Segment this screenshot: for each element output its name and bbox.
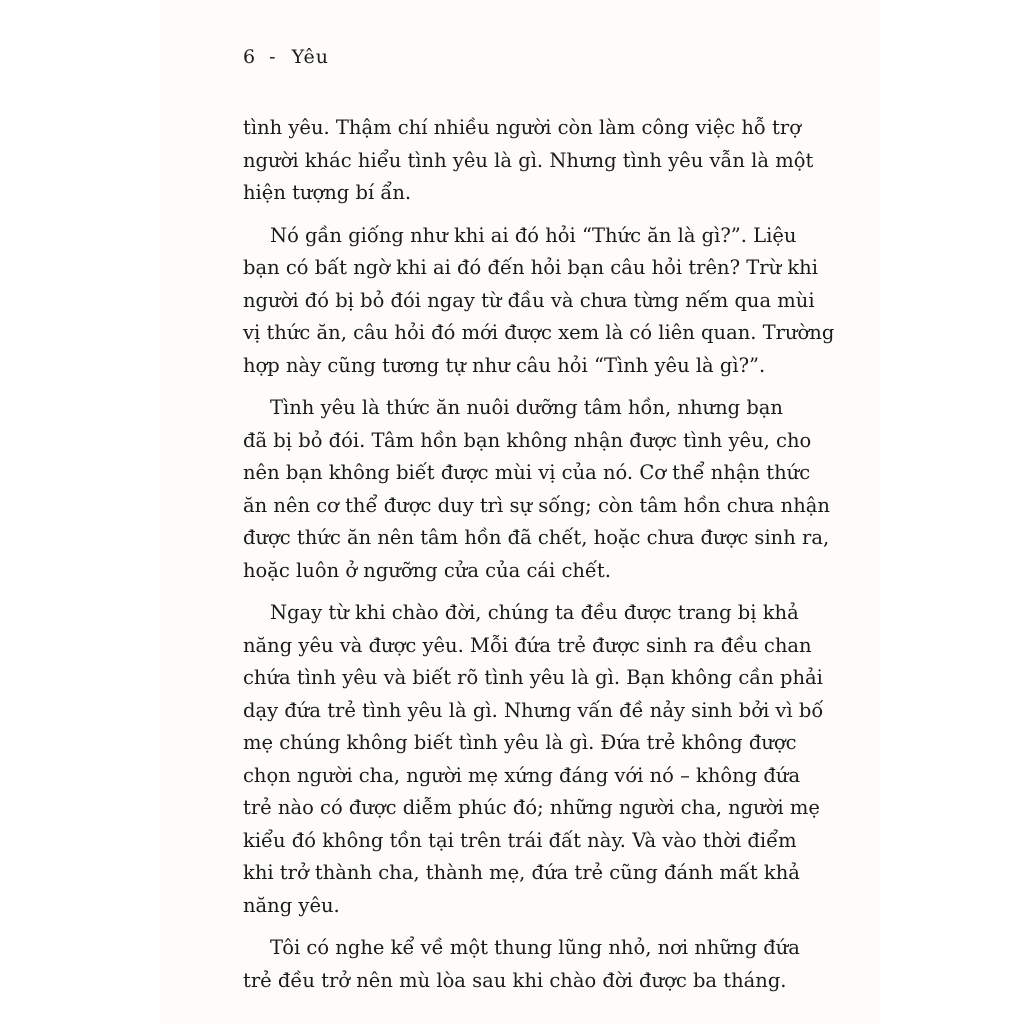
text-line: vị thức ăn, câu hỏi đó mới được xem là có liên quan. Trường	[243, 321, 835, 344]
text-line: năng yêu và được yêu. Mỗi đứa trẻ được sinh ra đều chan	[243, 633, 812, 657]
paragraph	[243, 220, 835, 383]
book-page	[160, 0, 880, 1024]
text-line: chọn người cha, người mẹ xứng đáng với nó – không đứa	[243, 763, 801, 787]
text-line: Ngay từ khi chào đời, chúng ta đều được trang bị khả	[270, 601, 799, 624]
text-line: hoặc luôn ở ngưỡng cửa của cái chết.	[243, 558, 611, 582]
text-line: kiểu đó không tồn tại trên trái đất này. Và vào thời điểm	[243, 828, 797, 852]
text-line: tình yêu. Thậm chí nhiều người còn làm công việc hỗ trợ	[243, 116, 801, 139]
text-line: dạy đứa trẻ tình yêu là gì. Nhưng vấn đề nảy sinh bởi vì bố	[243, 698, 824, 722]
header-separator: -	[269, 46, 277, 68]
text-line: nên bạn không biết được mùi vị của nó. Cơ thể nhận thức	[243, 461, 811, 484]
running-title: Yêu	[291, 46, 329, 68]
paragraph	[243, 597, 824, 922]
paragraph	[243, 932, 800, 997]
page-header	[243, 46, 329, 68]
text-line: hiện tượng bí ẩn.	[243, 181, 412, 204]
text-line: được thức ăn nên tâm hồn đã chết, hoặc chưa được sinh ra,	[243, 526, 830, 549]
text-line: người khác hiểu tình yêu là gì. Nhưng tình yêu vẫn là một	[243, 148, 814, 172]
text-line: người đó bị bỏ đói ngay từ đầu và chưa từng nếm qua mùi	[243, 288, 815, 312]
paragraph	[243, 112, 814, 210]
text-line: bạn có bất ngờ khi ai đó đến hỏi bạn câu hỏi trên? Trừ khi	[243, 256, 818, 279]
text-line: hợp này cũng tương tự như câu hỏi “Tình yêu là gì?”.	[243, 353, 766, 377]
text-line: trẻ nào có được diễm phúc đó; những người cha, người mẹ	[243, 796, 820, 819]
text-line: đã bị bỏ đói. Tâm hồn bạn không nhận được tình yêu, cho	[243, 428, 812, 452]
text-line: chứa tình yêu và biết rõ tình yêu là gì. Bạn không cần phải	[243, 666, 823, 689]
text-line: ăn nên cơ thể được duy trì sự sống; còn tâm hồn chưa nhận	[243, 493, 830, 517]
paragraph	[243, 392, 830, 587]
page-number: 6	[243, 46, 257, 68]
text-line: Tình yêu là thức ăn nuôi dưỡng tâm hồn, nhưng bạn	[270, 396, 783, 419]
text-line: năng yêu.	[243, 893, 340, 917]
body-text	[243, 112, 835, 1007]
text-line: Tôi có nghe kể về một thung lũng nhỏ, nơi những đứa	[270, 936, 800, 959]
text-line: Nó gần giống như khi ai đó hỏi “Thức ăn là gì?”. Liệu	[270, 223, 797, 247]
page-bottom-edge	[160, 1014, 880, 1024]
text-line: trẻ đều trở nên mù lòa sau khi chào đời được ba tháng.	[243, 968, 787, 992]
text-line: khi trở thành cha, thành mẹ, đứa trẻ cũng đánh mất khả	[243, 861, 800, 884]
text-line: mẹ chúng không biết tình yêu là gì. Đứa trẻ không được	[243, 731, 797, 754]
